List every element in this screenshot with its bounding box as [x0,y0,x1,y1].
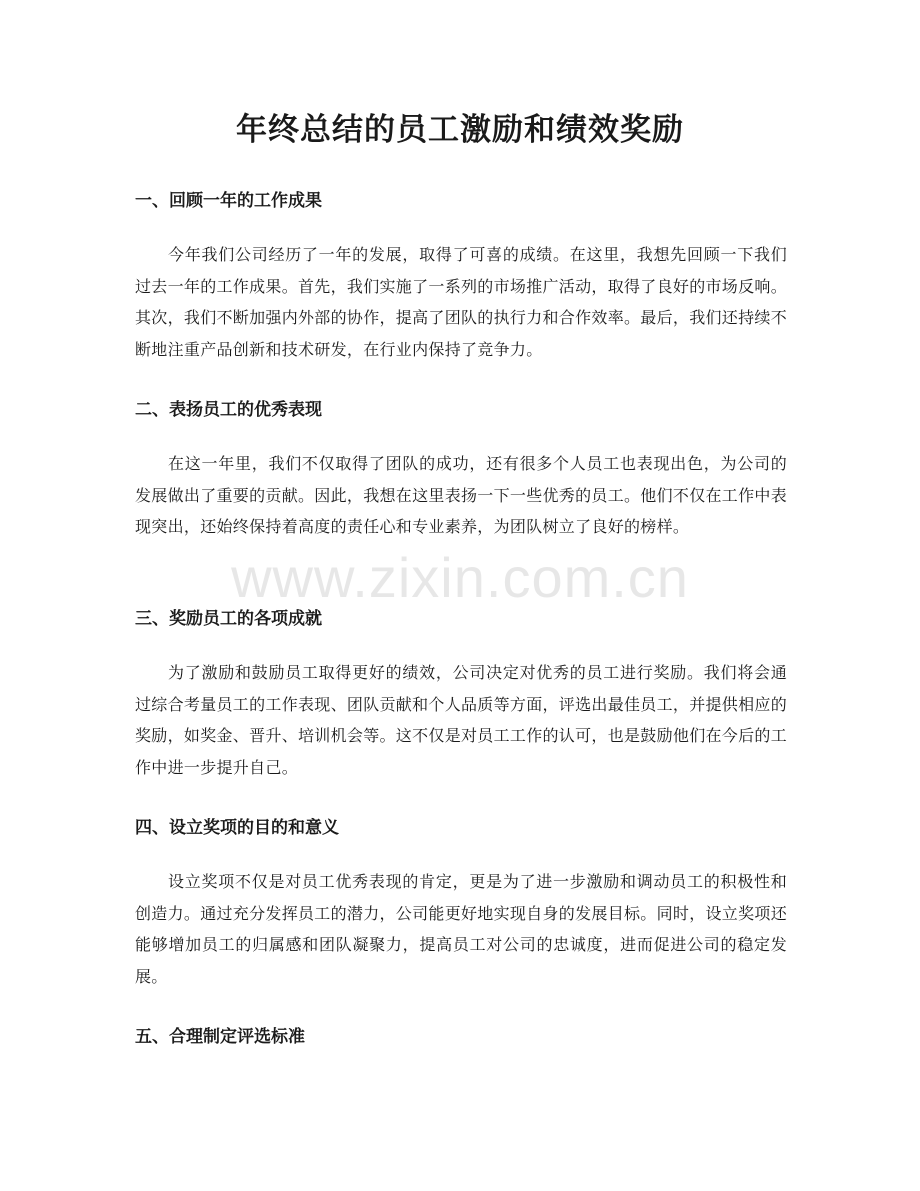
section-heading: 四、设立奖项的目的和意义 [135,818,339,838]
watermark: www.zixin.com.cn [231,546,689,609]
section-paragraph: 设立奖项不仅是对员工优秀表现的肯定，更是为了进一步激励和调动员工的积极性和创造力。通过充分发挥员工的潜力，公司能更好地实现自身的发展目标。同时，设立奖项还能够增加员工的归属感和团队凝聚力，提高员工对公司的忠诚度，进而促进公司的稳定发展。 [135,872,788,986]
section-rewards [135,606,787,783]
section-paragraph: 为了激励和鼓励员工取得更好的绩效，公司决定对优秀的员工进行奖励。我们将会通过综合考量员工的工作表现、团队贡献和个人品质等方面，评选出最佳员工，并提供相应的奖励，如奖金、晋升、培训机会等。这不仅是对员工工作的认可，也是鼓励他们在今后的工作中进一步提升自己。 [135,663,788,777]
section-heading: 五、合理制定评选标准 [135,1027,305,1047]
section-purpose [135,815,787,992]
section-review [135,188,787,365]
section-paragraph: 今年我们公司经历了一年的发展，取得了可喜的成绩。在这里，我想先回顾一下我们过去一年的工作成果。首先，我们实施了一系列的市场推广活动，取得了良好的市场反响。其次，我们不断加强内外部的协作，提高了团队的执行力和合作效率。最后，我们还持续不断地注重产品创新和技术研发，在行业内保持了竞争力。 [135,245,788,359]
section-criteria [135,1024,787,1050]
document-title: 年终总结的员工激励和绩效奖励 [236,112,684,148]
section-praise [135,397,787,543]
section-heading: 一、回顾一年的工作成果 [135,191,322,211]
section-heading: 三、奖励员工的各项成就 [135,609,322,629]
section-heading: 二、表扬员工的优秀表现 [135,400,322,420]
section-paragraph: 在这一年里，我们不仅取得了团队的成功，还有很多个人员工也表现出色，为公司的发展做出了重要的贡献。因此，我想在这里表扬一下一些优秀的员工。他们不仅在工作中表现突出，还始终保持着高度的责任心和专业素养，为团队树立了良好的榜样。 [135,454,788,536]
